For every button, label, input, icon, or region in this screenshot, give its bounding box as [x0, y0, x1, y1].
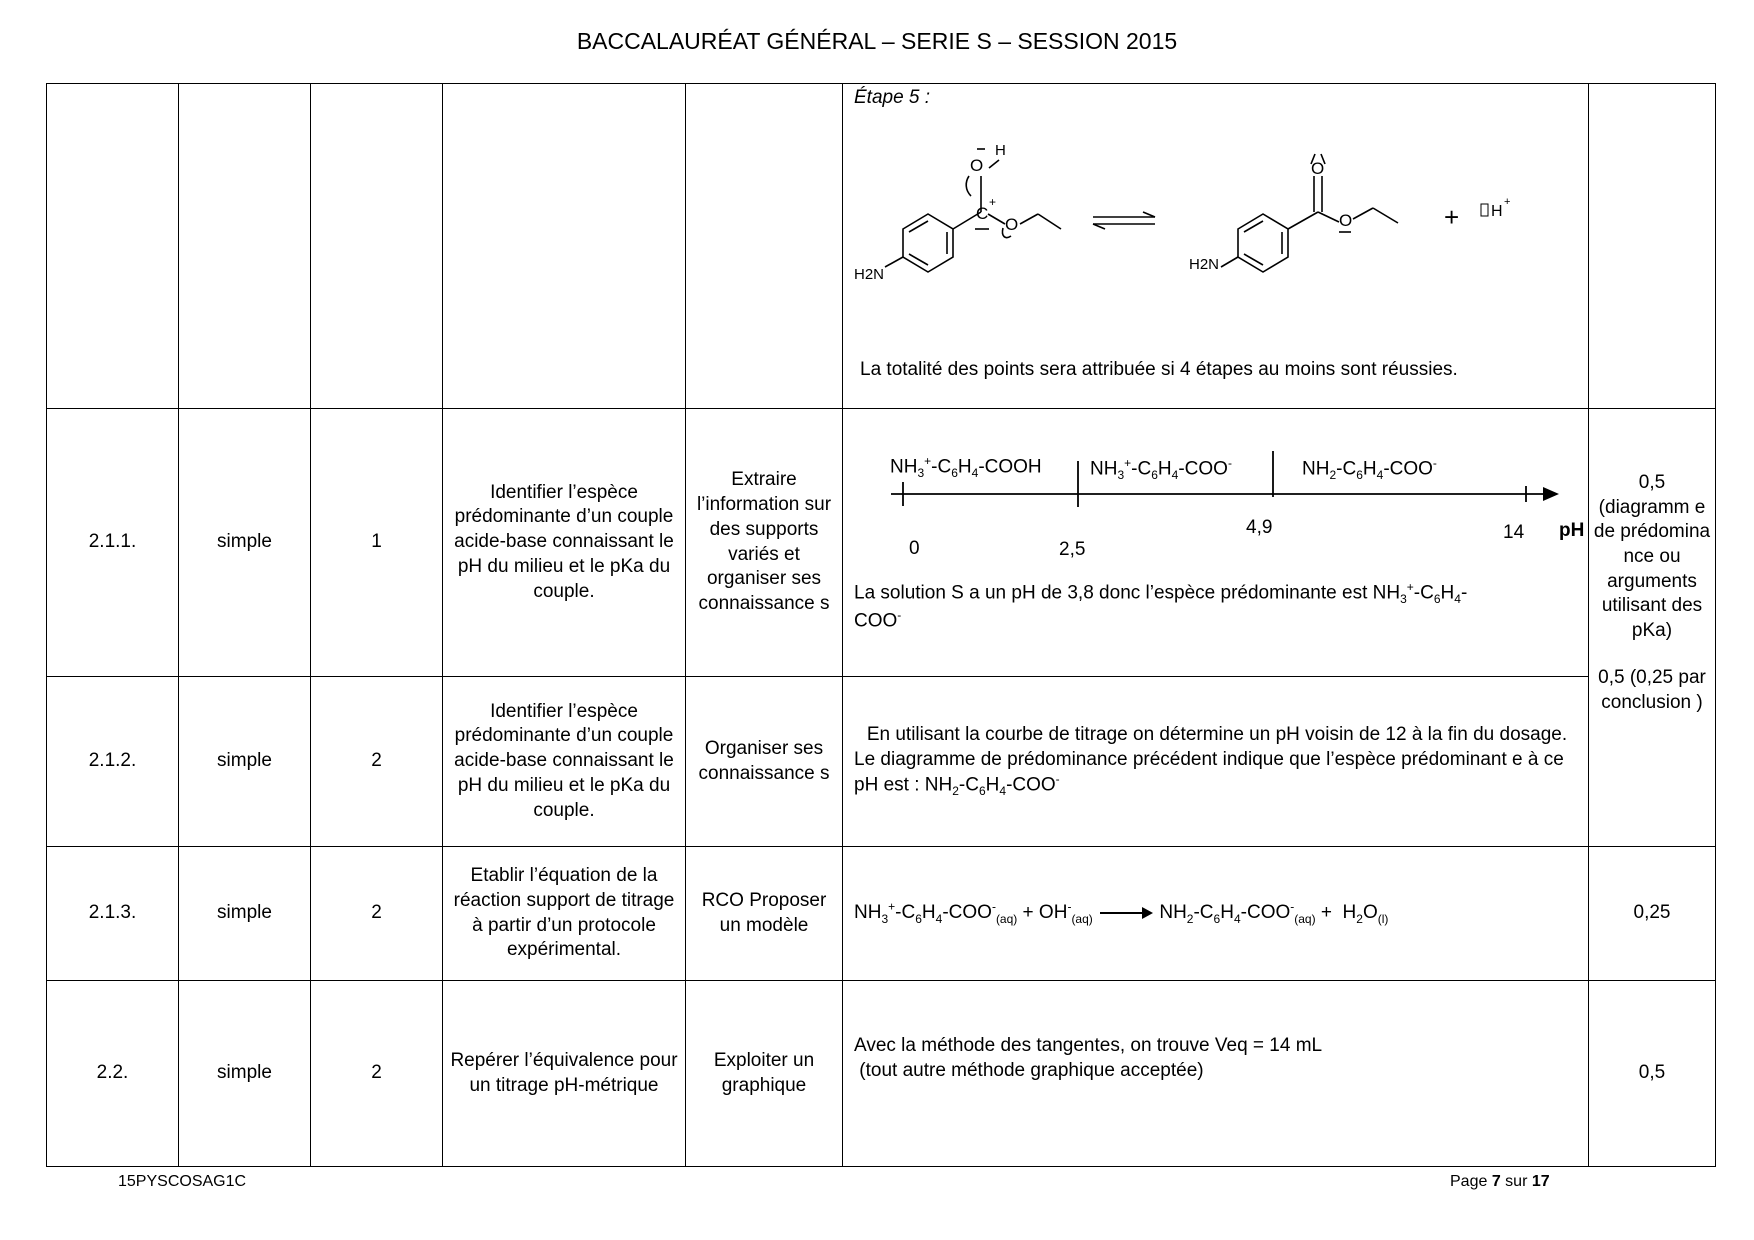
skill-description: Repérer l’équivalence pour un titrage pH-métrique — [443, 981, 686, 1167]
reaction-arrow — [1098, 906, 1154, 920]
etape-label: Étape 5 : — [854, 87, 931, 108]
table-row — [47, 981, 1716, 1167]
benzene-ring-left — [903, 214, 953, 272]
species-base: $NH_2-C_6H_4-COO^-$ — [1302, 456, 1437, 483]
question-type: simple — [179, 981, 311, 1167]
benzene-ring-right — [1238, 214, 1288, 272]
competence: Organiser ses connaissance s — [686, 677, 843, 847]
empty-cell — [311, 84, 443, 409]
empty-cell — [179, 84, 311, 409]
o-atom-right: O — [1311, 159, 1325, 178]
question-type: simple — [179, 847, 311, 981]
c-charge: + — [989, 195, 997, 209]
empty-cell — [443, 84, 686, 409]
table-row — [47, 847, 1716, 981]
table-row — [47, 409, 1716, 677]
skill-description: Identifier l’espèce prédominante d’un couple acide-base connaissant le pH du milieu et le pKa du couple. — [443, 677, 686, 847]
axis-arrow — [1543, 487, 1559, 501]
answer-2-1-2-line2: Le diagramme de prédominance précédent indique que l’espèce prédominant e à ce pH est : $NH_2-C_6H_4-COO^-$ — [854, 748, 1564, 799]
lone-pair-box — [1481, 204, 1488, 216]
points-2-2: 0,5 — [1589, 981, 1716, 1167]
points-2-1-3: 0,25 — [1589, 847, 1716, 981]
answer-2-2-line2: (tout autre méthode graphique acceptée) — [854, 1059, 1204, 1081]
competence: Extraire l’information sur des supports variés et organiser ses connaissance s — [686, 409, 843, 677]
question-number: 2.1.3. — [47, 847, 179, 981]
species-zwitterion: $NH_3^+-C_6H_4-COO^-$ — [1090, 456, 1232, 483]
tick-label-0: 0 — [909, 538, 920, 559]
titration-equation: $NH_3^+-C_6H_4-COO^-_{(aq)} + OH^-_{(aq)}$ $NH_2-C_6H_4-COO^-_{(aq)} + H_2O_{(l)}$ — [854, 899, 1389, 926]
full-points-note: La totalité des points sera attribuée si 4 étapes au moins sont réussies. — [860, 359, 1458, 380]
table-row — [47, 84, 1716, 409]
axis-label-ph: pH — [1559, 520, 1585, 541]
competence: RCO Proposer un modèle — [686, 847, 843, 981]
empty-cell — [47, 84, 179, 409]
answer-cell-2-2 — [843, 981, 1589, 1167]
points-2-1-1: 0,5 (diagramm e de prédomina nce ou arguments utilisant des pKa) — [1593, 472, 1711, 642]
question-level: 2 — [311, 677, 443, 847]
h-plus-charge: + — [1504, 196, 1511, 208]
question-level: 2 — [311, 847, 443, 981]
points-cell-2-1 — [1589, 409, 1716, 847]
plus-sign: + — [1444, 202, 1460, 232]
question-level: 2 — [311, 981, 443, 1167]
amine-right: H2N — [1189, 256, 1220, 273]
empty-cell — [686, 84, 843, 409]
predominance-diagram — [843, 409, 1589, 559]
answer-cell-etape5 — [843, 84, 1589, 409]
answer-cell-2-1-2 — [843, 677, 1589, 847]
h-plus: H — [1491, 203, 1503, 220]
skill-description: Identifier l’espèce prédominante d’un couple acide-base connaissant le pH du milieu et le pKa du couple. — [443, 409, 686, 677]
o-atom-2: O — [1005, 215, 1019, 234]
species-acid: $NH_3^+-C_6H_4$-COOH — [890, 454, 1042, 481]
table-row — [47, 677, 1716, 847]
answer-cell-2-1-1 — [843, 409, 1589, 677]
page-title: BACCALAURÉAT GÉNÉRAL – SERIE S – SESSION 2015 — [576, 28, 1178, 54]
tick-label-14: 14 — [1503, 522, 1525, 543]
amine-left: H2N — [854, 266, 885, 283]
skill-description: Etablir l’équation de la réaction support de titrage à partir d’un protocole expérimental. — [443, 847, 686, 981]
question-number: 2.2. — [47, 981, 179, 1167]
answer-cell-2-1-3 — [843, 847, 1589, 981]
answer-2-2-line1: Avec la méthode des tangentes, on trouve Veq = 14 mL — [854, 1035, 1323, 1056]
grading-table — [46, 83, 1716, 1167]
empty-cell — [1589, 84, 1716, 409]
question-type: simple — [179, 409, 311, 677]
page-number: Page 7 sur 17 — [1450, 1173, 1550, 1190]
o-atom: O — [970, 156, 984, 175]
competence: Exploiter un graphique — [686, 981, 843, 1167]
c-atom: C — [976, 204, 989, 223]
question-level: 1 — [311, 409, 443, 677]
h-atom: H — [995, 142, 1006, 159]
tick-label-4-9: 4,9 — [1246, 517, 1273, 538]
document-code: 15PYSCOSAG1C — [118, 1173, 247, 1190]
points-2-1-2: 0,5 (0,25 par conclusion ) — [1598, 666, 1706, 713]
question-number: 2.1.1. — [47, 409, 179, 677]
answer-2-1-1: La solution S a un pH de 3,8 donc l’espèce prédominante est $NH_3^+-C_6H_4-$ COO- — [854, 580, 1468, 632]
o-atom-right-2: O — [1339, 211, 1353, 230]
question-type: simple — [179, 677, 311, 847]
answer-2-1-2-line1: En utilisant la courbe de titrage on détermine un pH voisin de 12 à la fin du dosage. — [866, 723, 1568, 745]
tick-label-2-5: 2,5 — [1059, 539, 1086, 560]
question-number: 2.1.2. — [47, 677, 179, 847]
